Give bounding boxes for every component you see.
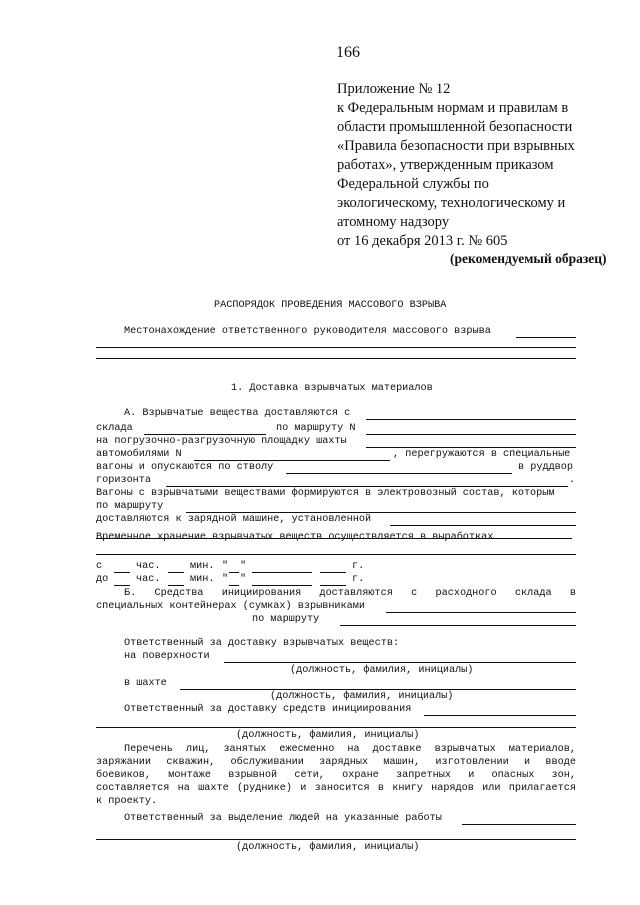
appendix-line-6: Федеральной службы по [337, 176, 489, 192]
a-shaft-field[interactable] [366, 447, 576, 448]
location-field-line-2[interactable] [96, 347, 576, 348]
from-month-field[interactable] [252, 572, 312, 573]
from-label: с [96, 561, 103, 572]
appendix-line-5: работах», утвержденным приказом [337, 157, 554, 173]
from-quote-close: " [240, 561, 247, 572]
a-horizon-field[interactable] [166, 486, 568, 487]
from-year-field[interactable] [320, 572, 346, 573]
to-quote-open: " [222, 574, 229, 585]
from-minutes-label: мин. [190, 561, 215, 572]
mine-label: в шахте [124, 678, 167, 689]
a-vehicles-field[interactable] [194, 460, 390, 461]
b-line-2: специальных контейнерах (сумках) взрывниками [96, 601, 365, 612]
b-carriers-field[interactable] [386, 612, 576, 613]
to-minutes-label: мин. [190, 574, 215, 585]
a-line-4-rest: , перегружаются в специальные [393, 449, 571, 460]
a-route-label: по маршруту N [276, 423, 356, 434]
a-horizon-period: . [569, 475, 576, 486]
a-line-10: Временное хранение взрывчатых веществ осуществляется в выработках [96, 532, 494, 543]
appendix-line-9: от 16 декабря 2013 г. № 605 [337, 233, 508, 249]
surface-label: на поверхности [124, 651, 210, 662]
a-horizon-label: горизонта [96, 475, 152, 486]
initiation-responsible-field[interactable] [424, 715, 576, 716]
from-day-field[interactable] [229, 572, 239, 573]
a-warehouse-label: склада [96, 423, 133, 434]
a-vehicles-label: автомобилями N [96, 449, 182, 460]
list-line-4: составляется на шахте (руднике) и заносится в книгу нарядов или прилагается [96, 783, 576, 794]
page-number: 166 [336, 44, 360, 61]
from-year-label: г. [352, 561, 365, 572]
allocation-field-line-2[interactable] [96, 839, 576, 840]
initiation-responsible-field-line-2[interactable] [96, 727, 576, 728]
b-line-1: Б. Средства инициирования доставляются с расходного склада в [124, 588, 576, 599]
mine-caption: (должность, фамилия, инициалы) [270, 691, 454, 702]
sample-note: (рекомендуемый образец) [450, 251, 607, 266]
from-hours-label: час. [136, 561, 161, 572]
to-hours-label: час. [136, 574, 161, 585]
a-line-5: вагоны и опускаются по стволу [96, 462, 274, 473]
a-shaft-stvol-field[interactable] [286, 473, 512, 474]
to-minutes-field[interactable] [168, 585, 184, 586]
a-route-field[interactable] [366, 434, 576, 435]
section-1-heading: 1. Доставка взрывчатых материалов [231, 383, 433, 394]
appendix-line-4: «Правила безопасности при взрывных [337, 138, 575, 154]
allocation-field[interactable] [462, 824, 576, 825]
a-line-7: Вагоны с взрывчатыми веществами формируются в электровозный состав, которым [96, 488, 555, 499]
appendix-line-3: области промышленной безопасности [337, 119, 573, 135]
initiation-responsible-label: Ответственный за доставку средств инициирования [124, 704, 412, 715]
location-field-line-3[interactable] [96, 358, 576, 359]
a-line-9: доставляются к зарядной машине, установленной [96, 514, 372, 525]
a-warehouse-field[interactable] [144, 434, 266, 435]
list-line-1: Перечень лиц, занятых ежесменно на доставке взрывчатых материалов, [124, 744, 576, 755]
to-label: до [96, 574, 109, 585]
mine-responsible-field[interactable] [180, 689, 576, 690]
b-route-field[interactable] [340, 625, 576, 626]
appendix-line-2: к Федеральным нормам и правилам в [337, 100, 569, 116]
from-minutes-field[interactable] [168, 572, 184, 573]
document-title: РАСПОРЯДОК ПРОВЕДЕНИЯ МАССОВОГО ВЗРЫВА [214, 300, 447, 311]
to-year-field[interactable] [320, 585, 346, 586]
from-quote-open: " [222, 561, 229, 572]
surface-responsible-field[interactable] [224, 662, 576, 663]
to-day-field[interactable] [229, 585, 239, 586]
allocation-caption: (должность, фамилия, инициалы) [236, 842, 420, 853]
location-label: Местонахождение ответственного руководителя массового взрыва [124, 326, 491, 337]
initiation-caption: (должность, фамилия, инициалы) [236, 730, 420, 741]
to-quote-close: " [240, 574, 247, 585]
a-line-1: А. Взрывчатые вещества доставляются с [124, 408, 351, 419]
to-year-label: г. [352, 574, 365, 585]
a-line-3: на погрузочно-разгрузочную площадку шахты [96, 436, 347, 447]
location-field[interactable] [516, 337, 576, 338]
surface-caption: (должность, фамилия, инициалы) [290, 665, 474, 676]
appendix-line-1: Приложение № 12 [337, 81, 451, 97]
a-route-field-2[interactable] [186, 512, 576, 513]
a-machine-field[interactable] [390, 525, 576, 526]
list-line-2: заряжании скважин, обслуживании зарядных машин, изготовлении и вводе [96, 757, 576, 768]
appendix-line-8: атомному надзору [337, 214, 450, 230]
to-hours-field[interactable] [114, 585, 130, 586]
a-route-label-2: по маршруту [96, 501, 164, 512]
list-line-5: к проекту. [96, 796, 158, 807]
to-month-field[interactable] [252, 585, 312, 586]
a-line-5-rest: в руддвор [518, 462, 574, 473]
a-source-field[interactable] [366, 419, 576, 420]
list-line-3: боевиков, монтаже взрывной сети, охране запретных и опасных зон, [96, 770, 576, 781]
appendix-line-7: экологическому, технологическому и [337, 195, 566, 211]
b-route-label: по маршруту [252, 614, 320, 625]
allocation-label: Ответственный за выделение людей на указанные работы [124, 813, 442, 824]
from-hours-field[interactable] [114, 572, 130, 573]
a-storage-field[interactable] [96, 554, 576, 555]
responsible-explosives-header: Ответственный за доставку взрывчатых веществ: [124, 638, 400, 649]
